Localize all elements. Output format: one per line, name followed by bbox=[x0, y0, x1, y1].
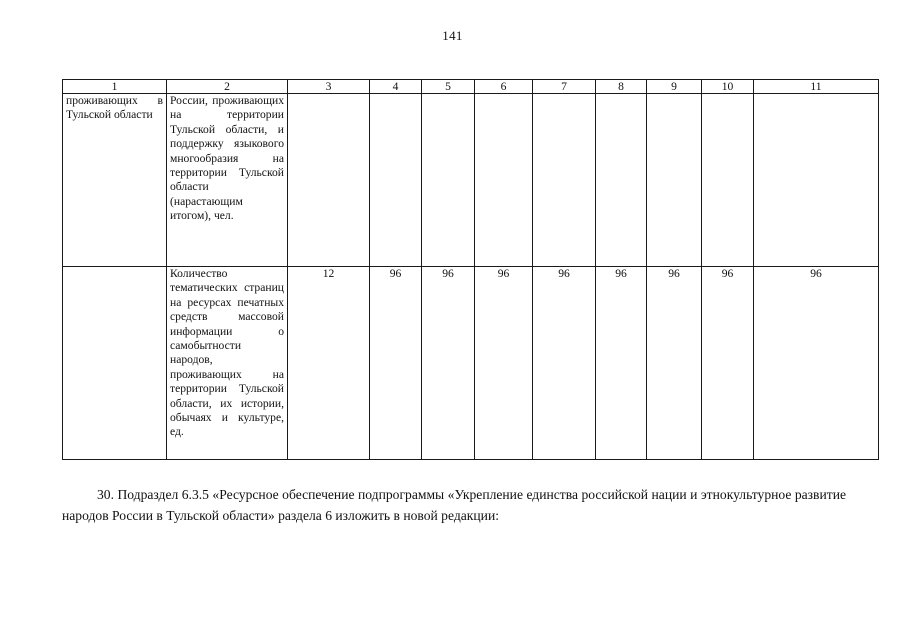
body-paragraph: 30. Подраздел 6.3.5 «Ресурсное обеспечение подпрограммы «Укрепление единства российской нации и этнокультурное развитие народов России в Тульской области» раздела 6 изложить в новой редакции: bbox=[62, 486, 846, 523]
column-header: 8 bbox=[596, 80, 647, 94]
table-row bbox=[63, 94, 879, 267]
column-header: 11 bbox=[754, 80, 879, 94]
table-cell bbox=[370, 94, 422, 267]
column-header: 7 bbox=[533, 80, 596, 94]
column-header: 5 bbox=[422, 80, 475, 94]
table-cell: 96 bbox=[647, 267, 702, 460]
table-cell: 96 bbox=[533, 267, 596, 460]
table-cell bbox=[647, 94, 702, 267]
table-cell bbox=[533, 94, 596, 267]
table-cell bbox=[288, 94, 370, 267]
table-cell: 96 bbox=[596, 267, 647, 460]
table-cell: 96 bbox=[475, 267, 533, 460]
table-cell: 96 bbox=[702, 267, 754, 460]
column-header: 3 bbox=[288, 80, 370, 94]
table-cell: 96 bbox=[370, 267, 422, 460]
table-header-row bbox=[63, 80, 879, 94]
column-header: 10 bbox=[702, 80, 754, 94]
table-cell bbox=[475, 94, 533, 267]
table-cell: проживающих в Тульской области bbox=[63, 94, 167, 267]
table-cell bbox=[596, 94, 647, 267]
table-cell: России, проживающих на территории Тульской области, и поддержку языкового многообразия на территории Тульской области (нарастающим итогом), чел. bbox=[167, 94, 288, 267]
table-row bbox=[63, 267, 879, 460]
table-cell: 96 bbox=[422, 267, 475, 460]
column-header: 1 bbox=[63, 80, 167, 94]
data-table bbox=[62, 79, 879, 460]
column-header: 2 bbox=[167, 80, 288, 94]
table-cell bbox=[422, 94, 475, 267]
column-header: 6 bbox=[475, 80, 533, 94]
page-number: 141 bbox=[442, 28, 463, 43]
table-cell: 12 bbox=[288, 267, 370, 460]
column-header: 9 bbox=[647, 80, 702, 94]
table-cell bbox=[754, 94, 879, 267]
table-cell bbox=[702, 94, 754, 267]
column-header: 4 bbox=[370, 80, 422, 94]
table-cell: Количество тематических страниц на ресурсах печатных средств массовой информации о самобытности народов, проживающих на территории Тульской области, их истории, обычаях и культуре, ед. bbox=[167, 267, 288, 460]
table-cell: 96 bbox=[754, 267, 879, 460]
table-cell bbox=[63, 267, 167, 460]
